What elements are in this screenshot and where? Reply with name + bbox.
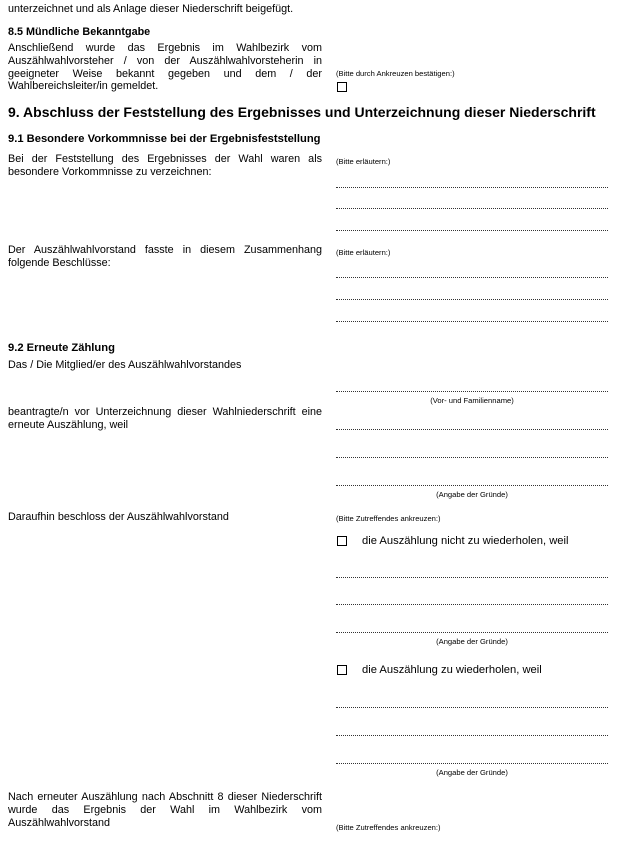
section-9-2-body-members: Das / Die Mitglied/er des Auszählwahlvorstandes — [8, 359, 242, 371]
request-reasons-line-3[interactable] — [336, 484, 608, 486]
incidents-line-1[interactable] — [336, 186, 608, 188]
section-9-1-body-incidents: Bei der Feststellung des Ergebnisses der Wahl waren als besondere Vorkommnisse zu verzeichnen: — [8, 153, 322, 178]
no-recount-reasons-line-3[interactable] — [336, 631, 608, 633]
member-name-line[interactable] — [336, 390, 608, 392]
caption-member-name: (Vor- und Familienname) — [430, 396, 514, 405]
no-recount-reasons-line-1[interactable] — [336, 576, 608, 578]
section-9-2-body-result: Nach erneuter Auszählung nach Abschnitt 8 dieser Niederschrift wurde das Ergebnis der Wahl im Wahlbezirk vom Auszählwahlvorstand — [8, 791, 322, 829]
caption-request-reasons: (Angabe der Gründe) — [436, 490, 508, 499]
section-9-2-body-request: beantragte/n vor Unterzeichnung dieser Wahlniederschrift eine erneute Auszählung, weil — [8, 406, 322, 431]
recount-checkbox[interactable] — [337, 665, 347, 675]
section-8-5-heading: 8.5 Mündliche Bekanntgabe — [8, 26, 151, 38]
recount-reasons-line-2[interactable] — [336, 734, 608, 736]
section-9-1-heading: 9.1 Besondere Vorkommnisse bei der Ergebnisfeststellung — [8, 133, 321, 145]
recount-reasons-line-1[interactable] — [336, 706, 608, 708]
section-8-5-body: Anschließend wurde das Ergebnis im Wahlbezirk vom Auszählwahlvorsteher / von der Auszählwahlvorsteherin in geeigneter Weise bekannt gegeben und dem / der Wahlbereichsleiter/in gemeldet. — [8, 42, 322, 93]
section-9-2-body-decision: Daraufhin beschloss der Auszählwahlvorstand — [8, 511, 229, 523]
request-reasons-line-1[interactable] — [336, 428, 608, 430]
decisions-line-3[interactable] — [336, 320, 608, 322]
section-9-heading: 9. Abschluss der Feststellung des Ergebnisses und Unterzeichnung dieser Niederschrift — [8, 104, 596, 120]
decisions-line-1[interactable] — [336, 276, 608, 278]
recount-label: die Auszählung zu wiederholen, weil — [362, 664, 542, 676]
caption-no-recount-reasons: (Angabe der Gründe) — [436, 637, 508, 646]
no-recount-reasons-line-2[interactable] — [336, 603, 608, 605]
section-9-2-heading: 9.2 Erneute Zählung — [8, 342, 115, 354]
section-9-2-hint-result: (Bitte Zutreffendes ankreuzen:) — [336, 823, 441, 832]
caption-recount-reasons: (Angabe der Gründe) — [436, 768, 508, 777]
section-9-2-hint-decision: (Bitte Zutreffendes ankreuzen:) — [336, 514, 441, 523]
no-recount-checkbox[interactable] — [337, 536, 347, 546]
confirm-announcement-checkbox[interactable] — [337, 82, 347, 92]
request-reasons-line-2[interactable] — [336, 456, 608, 458]
top-fragment-text: unterzeichnet und als Anlage dieser Niederschrift beigefügt. — [8, 3, 294, 15]
recount-reasons-line-3[interactable] — [336, 762, 608, 764]
section-8-5-hint: (Bitte durch Ankreuzen bestätigen:) — [336, 69, 455, 78]
incidents-line-3[interactable] — [336, 229, 608, 231]
no-recount-label: die Auszählung nicht zu wiederholen, weil — [362, 535, 569, 547]
incidents-line-2[interactable] — [336, 207, 608, 209]
decisions-line-2[interactable] — [336, 298, 608, 300]
section-9-1-hint-decisions: (Bitte erläutern:) — [336, 248, 391, 257]
section-9-1-body-decisions: Der Auszählwahlvorstand fasste in diesem Zusammenhang folgende Beschlüsse: — [8, 244, 322, 269]
section-9-1-hint-incidents: (Bitte erläutern:) — [336, 157, 391, 166]
